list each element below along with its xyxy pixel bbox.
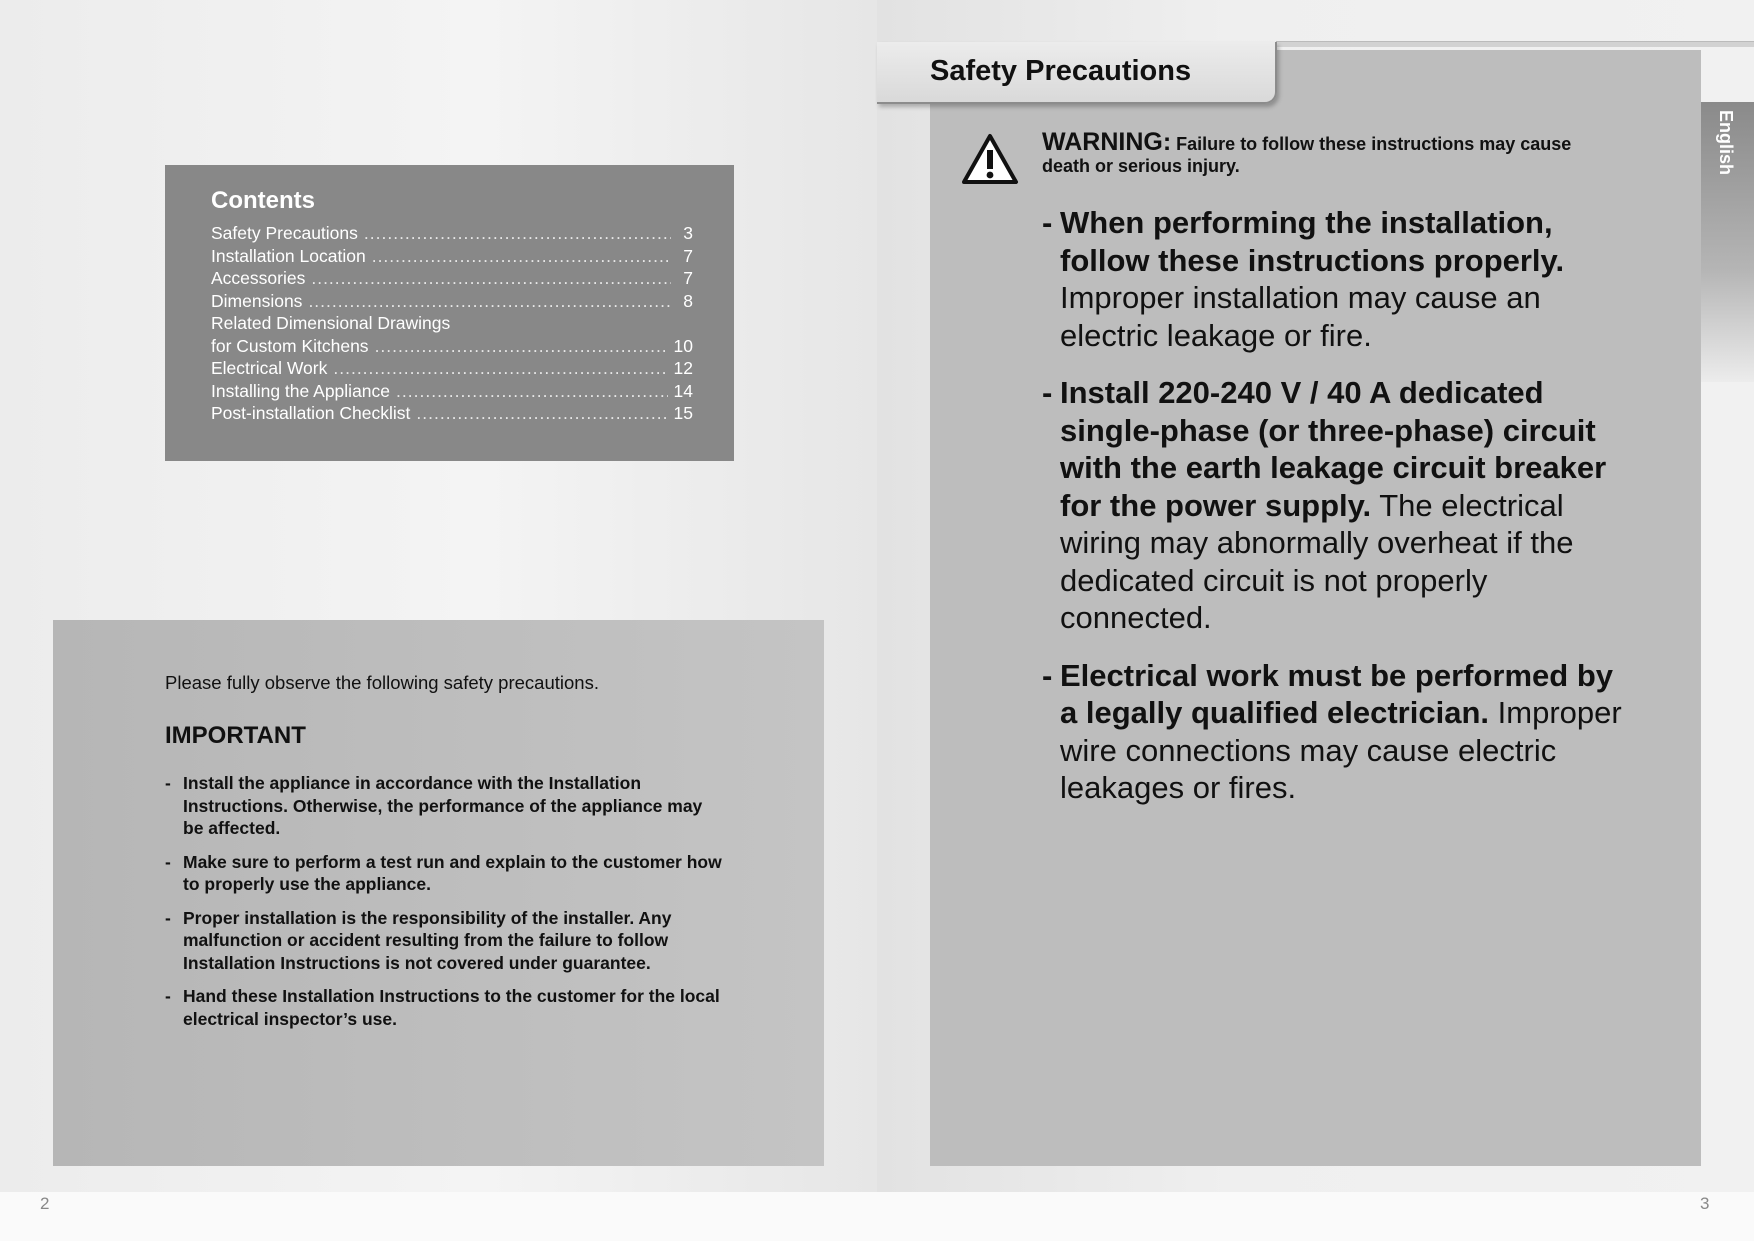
section-header-tab	[877, 42, 1277, 104]
section-title: Safety Precautions	[930, 55, 1192, 87]
rule-text: Improper wire connections may cause electric leakages or fires.	[1060, 695, 1622, 805]
list-item: - Electrical work must be performed by a legally qualified electrician. Improper wire connections may cause electric leakages or fires.	[1042, 657, 1622, 805]
header-rule	[1276, 41, 1754, 47]
rule-text: The electrical wiring may abnormally overheat if the dedicated circuit is not properly connected.	[1060, 487, 1574, 635]
toc-item[interactable]	[211, 290, 693, 313]
list-item: - Proper installation is the responsibility of the installer. Any malfunction or accident resulting from the failure to follow Installation Instructions is not covered under guarantee.	[165, 907, 672, 973]
rule-bold-text: When performing the installation, follow these instructions properly.	[1060, 205, 1565, 278]
important-item-text: Make sure to perform a test run and explain to the customer how to properly use the appliance.	[183, 851, 722, 894]
toc-item-label: for Custom Kitchens	[211, 335, 369, 356]
warning-notice	[1042, 128, 1602, 177]
toc-item[interactable]	[211, 222, 693, 245]
language-tab-label: English	[1716, 110, 1736, 176]
contents-box	[165, 165, 734, 461]
toc-leader	[308, 290, 671, 313]
toc-item-label: Related Dimensional Drawings	[211, 313, 451, 333]
toc-leader	[311, 267, 671, 290]
list-item: - Make sure to perform a test run and explain to the customer how to properly use the appliance.	[165, 851, 722, 894]
contents-title: Contents	[211, 187, 315, 214]
warning-triangle-icon	[961, 133, 1019, 185]
intro-text: Please fully observe the following safety precautions.	[165, 672, 599, 693]
toc-item-label: Electrical Work	[211, 358, 328, 378]
toc-item-label: Post-installation Checklist	[211, 403, 411, 423]
toc-item[interactable]	[211, 335, 693, 358]
toc-item[interactable]	[211, 402, 693, 425]
list-item: - Hand these Installation Instructions to the customer for the local electrical inspector’s use.	[165, 986, 720, 1029]
toc-item-page: 7	[683, 245, 693, 266]
toc-leader	[375, 335, 668, 358]
table-of-contents	[211, 222, 693, 425]
toc-item-page: 10	[673, 335, 693, 356]
toc-item-page: 14	[673, 380, 693, 401]
important-list	[165, 772, 725, 1041]
warning-label: WARNING:	[1042, 128, 1172, 156]
list-item: - Install the appliance in accordance with the Installation Instructions. Otherwise, the performance of the appliance may be affected.	[165, 773, 703, 838]
toc-item[interactable]	[211, 380, 693, 403]
toc-item-label: Safety Precautions	[211, 223, 358, 243]
toc-item-label: Accessories	[211, 268, 306, 288]
rule-text: Improper installation may cause an electric leakage or fire.	[1060, 280, 1541, 353]
toc-item-page: 7	[683, 268, 693, 288]
toc-leader	[396, 380, 668, 403]
toc-item-page: 8	[683, 290, 693, 311]
list-item: - When performing the installation, follow these instructions properly. Improper installation may cause an electric leakage or fire.	[1042, 205, 1565, 353]
toc-leader	[416, 402, 667, 425]
toc-item-page: 15	[673, 403, 693, 423]
page-number-left: 2	[40, 1194, 50, 1213]
rule-bold-text: Electrical work must be performed by a legally qualified electrician.	[1060, 657, 1614, 730]
toc-leader	[372, 245, 671, 268]
language-tab[interactable]	[1701, 102, 1754, 382]
important-heading: IMPORTANT	[165, 722, 306, 749]
list-item: - Install 220-240 V / 40 A dedicated single-phase (or three-phase) circuit with the earth leakage circuit breaker for the power supply. The electrical wiring may abnormally overheat if the dedicated circuit is not properly connected.	[1042, 375, 1607, 635]
important-item-text: Proper installation is the responsibility of the installer. Any malfunction or accident resulting from the failure to follow Installation Instructions is not covered under guarantee.	[183, 907, 672, 973]
toc-leader	[364, 222, 671, 245]
toc-item[interactable]	[211, 312, 693, 335]
toc-item-page: 12	[673, 358, 693, 378]
safety-rules-list	[1042, 204, 1622, 827]
toc-item[interactable]	[211, 245, 693, 268]
toc-leader	[333, 357, 667, 380]
page-number-right: 3	[1700, 1194, 1710, 1213]
rule-bold-text: Install 220-240 V / 40 A dedicated single-phase (or three-phase) circuit with the earth leakage circuit breaker for the power supply.	[1060, 375, 1607, 523]
toc-item-label: Dimensions	[211, 290, 303, 311]
toc-item-page: 3	[683, 223, 693, 243]
important-item-text: Install the appliance in accordance with the Installation Instructions. Otherwise, the performance of the appliance may be affected.	[183, 773, 703, 838]
important-item-text: Hand these Installation Instructions to the customer for the local electrical inspector’s use.	[183, 986, 720, 1029]
toc-item-label: Installing the Appliance	[211, 380, 391, 401]
toc-item[interactable]	[211, 267, 693, 290]
toc-item[interactable]	[211, 357, 693, 380]
footer-strip	[0, 1192, 1754, 1241]
warning-text: Failure to follow these instructions may cause death or serious injury.	[1042, 134, 1572, 176]
toc-item-label: Installation Location	[211, 245, 366, 266]
important-box	[53, 620, 824, 1166]
